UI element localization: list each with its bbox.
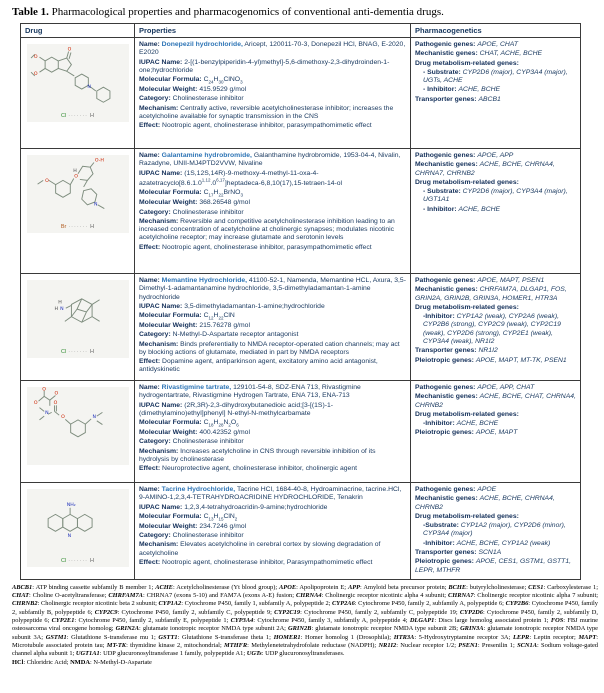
abbreviation-CYP2E1: CYP2E1: Cytochrome P450, family 2, subfamily E, polypeptide 1;	[51, 617, 231, 625]
abbreviation-CYP2D6: CYP2D6: Cytochrome P450, family 2, subfamily D, polypeptide 6;	[12, 608, 599, 625]
pharma-inhibitor: - Inhibitor: ACHE, BCHE	[423, 86, 501, 94]
abbreviation-UGT1A1: UGT1A1: UDP glucuronosyltransferase 1 family, polypeptide A1;	[75, 650, 247, 658]
property-category: Category: Cholinesterase inhibitor	[139, 531, 244, 539]
svg-text:H: H	[57, 300, 62, 306]
pharma-pathogenic-genes: Pathogenic genes: APOE	[415, 486, 497, 493]
abbreviation-CYP1A2: CYP1A2: Cytochrome P450, family 1, subfamily A, polypeptide 2;	[158, 600, 333, 608]
property-molecular-formula: Molecular Formula: $C_{18}H_{28}N_2O_6$	[139, 419, 239, 428]
svg-text:N: N	[67, 533, 71, 539]
property-molecular-formula: Molecular Formula: $C_{12}H_{22}ClN$	[139, 312, 235, 321]
property-name: Name: Memantine Hydrochloride, 41100-52-1, Namenda, Memantine HCL, Axura, 3,5-Dimethyl-1-adamantanamine hydrochloride, 3,5-dimethyladamantan-1-amine hydrochloride	[139, 277, 406, 301]
header-drug: Drug	[21, 24, 135, 38]
abbreviation-GSTM1: GSTM1: Glutathione S-transferase mu 1;	[45, 633, 159, 641]
rivastigmine-structure	[27, 387, 129, 449]
properties-cell	[135, 38, 411, 149]
property-molecular-formula: Molecular Formula: $C_{17}H_{22}BrNO_3$	[139, 189, 243, 198]
structure-box	[27, 387, 129, 465]
table-row-galantamine	[21, 149, 581, 274]
property-category: Category: Cholinesterase inhibitor	[139, 208, 244, 216]
svg-text:O: O	[33, 72, 38, 77]
galantamine-structure	[27, 155, 129, 217]
property-iupac-name: IUPAC Name: 1,2,3,4-tetrahydroacridin-9-amine;hydrochloride	[139, 503, 328, 511]
property-molecular-weight: Molecular Weight: 368.26548 g/mol	[139, 199, 250, 207]
pharma-mechanistic-genes: Mechanistic genes: CHAT, ACHE, BCHE	[415, 50, 543, 58]
pharmacogenetics-cell	[411, 149, 581, 274]
svg-text:O: O	[73, 174, 78, 180]
abbreviation-ABCB1: ABCB1: ATP binding cassette subfamily B member 1;	[12, 583, 156, 591]
property-mechanism: Mechanism: Centrally active, reversible acetylcholinesterase inhibitor; increases the acetylcholine available for synaptic transmission in the CNS	[139, 104, 394, 120]
property-effect: Effect: Nootropic agent, cholinesterase inhibitor, Parasympathomimetic effect	[139, 558, 373, 566]
property-mechanism: Mechanism: Elevates acetylcholine in cerebral cortex by slowing degradation of acetylcholine	[139, 541, 381, 557]
properties-cell	[135, 149, 411, 274]
pharma-drug-metabolism-related-genes: Drug metabolism-related genes:	[415, 303, 519, 311]
drug-cell	[21, 483, 135, 580]
abbreviation-MTHFR: MTHFR: Methylenetetrahydrofolate reductase (NADPH);	[224, 642, 379, 650]
drug-table-body	[21, 38, 581, 580]
abbreviation-FOS: FOS: FBJ murine osteosarcoma viral oncogene homolog;	[12, 617, 598, 633]
svg-text:N: N	[92, 415, 96, 420]
header-row	[21, 24, 581, 38]
abbreviation-CYP2B6: CYP2B6: Cytochrome P450, family 2, subfamily B, polypeptide 6;	[12, 600, 598, 616]
pharma-pathogenic-genes: Pathogenic genes: APOE, CHAT	[415, 41, 518, 48]
abbreviation-CHRNA7: CHRNA7: Cholinergic receptor nicotinic alpha 7 subunit;	[447, 592, 598, 600]
abbreviation-NMDA: NMDA: N-Methyl-D-Aspartate	[70, 658, 152, 666]
property-name: Name: Tacrine Hydrochloride, Tacrine HCl, 1684-40-8, Hydroaminacrine, tacrine.HCl, 9-AMINO-1,2,3,4-TETRAHYDROACRIDINE HYDROCHLORIDE, Tenakrin	[139, 486, 402, 502]
pharma-mechanistic-genes: Mechanistic genes: CHRFAM7A, DLGAP1, FOS, GRIN2A, GRIN2B, GRIN3A, HOMER1, HTR3A	[415, 286, 567, 302]
property-molecular-weight: Molecular Weight: 234.7246 g/mol	[139, 522, 247, 530]
salt-label: Cl ······· H	[60, 558, 94, 564]
properties-cell	[135, 381, 411, 483]
table-row-memantine	[21, 274, 581, 381]
property-iupac-name: IUPAC Name: 2-[(1-benzylpiperidin-4-yl)methyl]-5,6-dimethoxy-2,3-dihydroinden-1-one;hydrochloride	[139, 58, 390, 74]
pharmacogenetics-cell	[411, 381, 581, 483]
abbreviation-ACHE: ACHE: Acetylcholinesterase (Yt blood group);	[155, 583, 280, 591]
drug-cell	[21, 149, 135, 274]
pharmacogenetics-cell	[411, 274, 581, 381]
pharmacogenetics-cell	[411, 38, 581, 149]
drug-cell	[21, 38, 135, 149]
svg-text:O: O	[60, 415, 65, 420]
tacrine-structure	[27, 489, 129, 551]
table-row-donepezil	[21, 38, 581, 149]
pharma-pleiotropic-genes: Pleiotropic genes: APOE, MAPT	[415, 429, 518, 437]
pharma-pleiotropic-genes: Pleiotropic genes: APOE, MAPT, MT-TK, PSEN1	[415, 356, 567, 364]
structure-box	[27, 155, 129, 233]
svg-text:O: O	[54, 391, 58, 397]
property-effect: Effect: Nootropic agent, cholinesterase inhibitor, parasympathomimetic effect	[139, 122, 372, 130]
svg-text:O: O	[53, 400, 57, 406]
abbreviation-GSTT1: GSTT1: Glutathione S-transferase theta 1;	[158, 633, 274, 641]
property-mechanism: Mechanism: Reversible and competitive acetylcholinesterase inhibition leading to an increased concentration of acetylcholine at cholinergic synapses; modulates nicotinic acetylcholine receptor; may increase glutamate and serotonin levels	[139, 217, 395, 242]
drug-table	[20, 23, 581, 580]
pharma-substrate: - Substrate: CYP2D6 (major), CYP3A4 (major), UGT1A1	[423, 188, 568, 204]
property-category: Category: Cholinesterase inhibitor	[139, 95, 244, 103]
memantine-structure	[27, 280, 129, 342]
header-properties: Properties	[135, 24, 411, 38]
property-iupac-name: IUPAC Name: (1S,12S,14R)-9-methoxy-4-methyl-11-oxa-4-azatetracyclo[8.6.1.0$^{1,12}$.0$^{6,17}$]heptadeca-6,8,10(17),15-tetraen-14-ol	[139, 169, 343, 188]
table-title	[12, 6, 594, 18]
structure-box	[27, 489, 129, 567]
footer-abbreviations	[12, 584, 598, 659]
property-mechanism: Mechanism: Binds preferentially to NMDA receptor-operated cation channels; may act by blocking actions of glutamate, mediated in part by NMDA receptors	[139, 340, 400, 356]
abbreviation-NR1I2: NR1I2: Nuclear receptor 1/2;	[378, 642, 459, 650]
table-row-tacrine	[21, 483, 581, 580]
pharma-transporter-genes: Transporter genes: ABCB1	[415, 95, 501, 103]
abbreviation-SCN1A: SCN1A: Sodium voltage-gated channel alpha subunit 1;	[12, 642, 599, 658]
salt-label: Cl ······· H	[60, 349, 94, 355]
property-effect: Effect: Dopamine agent, antiparkinson agent, excitatory amino acid antagonist, antidyskinetic	[139, 358, 378, 374]
pharma-drug-metabolism-related-genes: Drug metabolism-related genes:	[415, 59, 519, 67]
structure-box	[27, 44, 129, 122]
abbreviation-HTR3A: HTR3A: 5-Hydroxytryptamine receptor 3A;	[393, 633, 513, 641]
abbreviation-CYP2C19: CYP2C19: Cytochrome P450, family 2, subfamily C, polypeptide 19;	[274, 608, 460, 616]
structure-box	[27, 280, 129, 358]
pharma-pleiotropic-genes: Pleiotropic genes: APOE, CES1, GSTM1, GSTT1, LEPR, MTHFR	[415, 558, 571, 574]
property-effect: Effect: Nootropic agent, cholinesterase inhibitor, parasympathomimetic effect	[139, 243, 372, 251]
property-category: Category: N-Methyl-D-Aspartate receptor antagonist	[139, 331, 299, 339]
pharma-drug-metabolism-related-genes: Drug metabolism-related genes:	[415, 410, 519, 418]
abbreviation-LEPR: LEPR: Leptin receptor;	[512, 633, 579, 641]
property-iupac-name: IUPAC Name: (2R,3R)-2,3-dihydroxybutanedioic acid;[3-[(1S)-1-(dimethylamino)ethyl]phenyl] N-ethyl-N-methylcarbamate	[139, 401, 334, 417]
pharma-mechanistic-genes: Mechanistic genes: ACHE, BCHE, CHRNA4, CHRNA7, CHRNB2	[415, 161, 555, 177]
property-mechanism: Mechanism: Increases acetylcholine in CNS through reversible inhibition of its hydrolysis by cholinesterase	[139, 447, 376, 463]
abbreviation-PSEN1: PSEN1: Presenilin 1;	[458, 642, 518, 650]
pharma-pathogenic-genes: Pathogenic genes: APOE, APP, CHAT	[415, 384, 535, 391]
drug-cell	[21, 381, 135, 483]
abbreviation-CHAT: CHAT: Choline O-acetyltransferase;	[12, 592, 109, 600]
svg-text:N: N	[44, 411, 49, 417]
abbreviation-GRIN2B: GRIN2B: glutamate ionotropic receptor NMDA type subunit 2B;	[288, 625, 461, 633]
abbreviation-CHRNA4: CHRNA4: Cholinergic receptor nicotinic alpha 4 subunit;	[295, 592, 448, 600]
property-category: Category: Cholinesterase inhibitor	[139, 438, 244, 446]
abbreviation-GRIN3A: GRIN3A: glutamate ionotropic receptor NMDA type subunit 3A;	[12, 625, 598, 641]
pharma-pathogenic-genes: Pathogenic genes: APOE, APP	[415, 152, 514, 159]
svg-text:N: N	[93, 202, 97, 208]
abbreviation-MAPT: MAPT: Microtubule associated protein tau;	[12, 633, 599, 650]
abbreviation-HOMER1: HOMER1: Homer homolog 1 (Drosophila);	[273, 633, 394, 641]
svg-text:H: H	[54, 307, 58, 313]
abbreviation-HCl: HCl: Chloridric Acid;	[12, 658, 71, 666]
abbreviation-BCHE: BCHE: butyrylcholinesterase;	[448, 583, 529, 591]
pharma-mechanistic-genes: Mechanistic genes: ACHE, BCHE, CHAT, CHRNA4, CHRNB2	[415, 393, 576, 409]
svg-text:H: H	[72, 168, 77, 174]
abbreviation-CYP2C9: CYP2C9: Cytochrome P450, family 2, subfamily C, polypeptide 9;	[94, 608, 275, 616]
abbreviation-CES1: CES1: Carboxylesterase 1;	[528, 583, 599, 591]
svg-text:N: N	[86, 85, 91, 91]
property-molecular-weight: Molecular Weight: 415.9529 g/mol	[139, 85, 247, 93]
abbreviation-CHRFAM7A: CHRFAM7A: CHRNA7 (exons 5-10) and FAM7A (exons A-E) fusion;	[108, 592, 296, 600]
abbreviation-GRIN2A: GRIN2A: glutamate ionotropic receptor NMDA type subunit 2A;	[115, 625, 288, 633]
abbreviation-CYP2A6: CYP2A6: Cytochrome P450, family 2, subfamily A, polypeptide 6;	[332, 600, 506, 608]
property-name: Name: Rivastigmine tartrate, 129101-54-8, SDZ-ENA 713, Rivastigmine hydrogentartrate, Rivastigmine Hydrogen Tartrate, ENA 713, ENA-713	[139, 384, 361, 400]
svg-text:O: O	[41, 387, 46, 393]
svg-text:O: O	[44, 179, 49, 185]
property-iupac-name: IUPAC Name: 3,5-dimethyladamantan-1-amine;hydrochloride	[139, 302, 325, 310]
property-molecular-weight: Molecular Weight: 215.76278 g/mol	[139, 321, 250, 329]
svg-text:O-H: O-H	[94, 158, 104, 164]
property-molecular-weight: Molecular Weight: 400.42352 g/mol	[139, 428, 250, 436]
abbreviation-UGTs: UGTs: UDP glucuronosyltransferases.	[246, 650, 345, 658]
svg-text:O: O	[33, 400, 38, 406]
property-molecular-formula: Molecular Formula: $C_{24}H_{30}ClNO_3$	[139, 76, 243, 85]
header-pharmacogenetics: Pharmacogenetics	[411, 24, 581, 38]
table-title-text: Pharmacological properties and pharmacogenomics of conventional anti-dementia drugs.	[48, 6, 444, 18]
pharma-mechanistic-genes: Mechanistic genes: ACHE, BCHE, CHRNA4, CHRNB2	[415, 495, 555, 511]
pharma-inhibitor: - Inhibitor: ACHE, BCHE	[423, 205, 501, 213]
property-name: Name: Galantamine hydrobromide, Galanthamine hydrobromide, 1953-04-4, Nivalin, Razadyne, UNII-MJ4PTD2VVW, Nivaline	[139, 152, 401, 168]
pharma-drug-metabolism-related-genes: Drug metabolism-related genes:	[415, 178, 519, 186]
properties-cell	[135, 274, 411, 381]
svg-text:O: O	[33, 55, 38, 61]
pharma-transporter-genes: Transporter genes: SCN1A	[415, 548, 502, 556]
pharma-inhibitor: -Inhibitor: ACHE, BCHE	[423, 420, 499, 428]
properties-cell	[135, 483, 411, 580]
property-effect: Effect: Neuroprotective agent, cholinesterase inhibitor, cholinergic agent	[139, 465, 358, 473]
pharma-pathogenic-genes: Pathogenic genes: APOE, MAPT, PSEN1	[415, 277, 545, 284]
salt-label: Br ······· H	[60, 224, 95, 230]
abbreviation-APP: APP: Amyloid beta precursor protein;	[347, 583, 449, 591]
pharma-drug-metabolism-related-genes: Drug metabolism-related genes:	[415, 512, 519, 520]
pharma-inhibitor: -Inhibitor: ACHE, BCHE, CYP1A2 (weak)	[423, 539, 551, 547]
pharmacogenetics-cell	[411, 483, 581, 580]
abbreviation-MT-TK: MT-TK: thymidine kinase 2, mitochondrial;	[106, 642, 225, 650]
pharma-substrate: -Substrate: CYP1A2 (major), CYP2D6 (minor), CYP3A4 (major)	[423, 522, 566, 538]
property-molecular-formula: Molecular Formula: $C_{13}H_{15}ClN_2$	[139, 512, 238, 522]
svg-text:O: O	[67, 47, 71, 53]
footer-bottom-line	[12, 659, 598, 667]
property-name: Name: Donepezil hydrochloride, Aricept, 120011-70-3, Donepezil HCl, BNAG, E-2020, E2020	[139, 41, 406, 57]
table-title-label: Table 1.	[12, 6, 49, 18]
pharma-transporter-genes: Transporter genes: NR1I2	[415, 347, 498, 355]
abbreviation-CYP3A4: CYP3A4: Cytochrome P450, family 3, subfamily A, polypeptide 4;	[230, 617, 410, 625]
abbreviation-APOE: APOE: Apolipoprotein E;	[279, 583, 348, 591]
salt-label: Cl ······· H	[60, 113, 94, 119]
donepezil-structure	[27, 44, 129, 106]
abbreviation-CHRNB2: CHRNB2: Cholinergic receptor nicotinic beta 2 subunit;	[12, 600, 159, 608]
abbreviation-DLGAP1: DLGAP1: Discs large homolog associated protein 1;	[409, 617, 551, 625]
pharma-substrate: - Substrate: CYP2D6 (major), CYP3A4 (major), UGTs, ACHE	[423, 68, 568, 85]
svg-text:NH₂: NH₂	[66, 502, 76, 508]
drug-cell	[21, 274, 135, 381]
table-row-rivastigmine	[21, 381, 581, 483]
pharma-inhibitor: -Inhibitor: CYP1A2 (weak), CYP2A6 (weak), CYP2B6 (strong), CYP2C9 (weak), CYP2C19 (weak), CYP2D6 (strong), CYP2E1 (weak), CYP3A4 (weak), NR1I2	[423, 313, 561, 345]
svg-text:N: N	[59, 307, 64, 313]
